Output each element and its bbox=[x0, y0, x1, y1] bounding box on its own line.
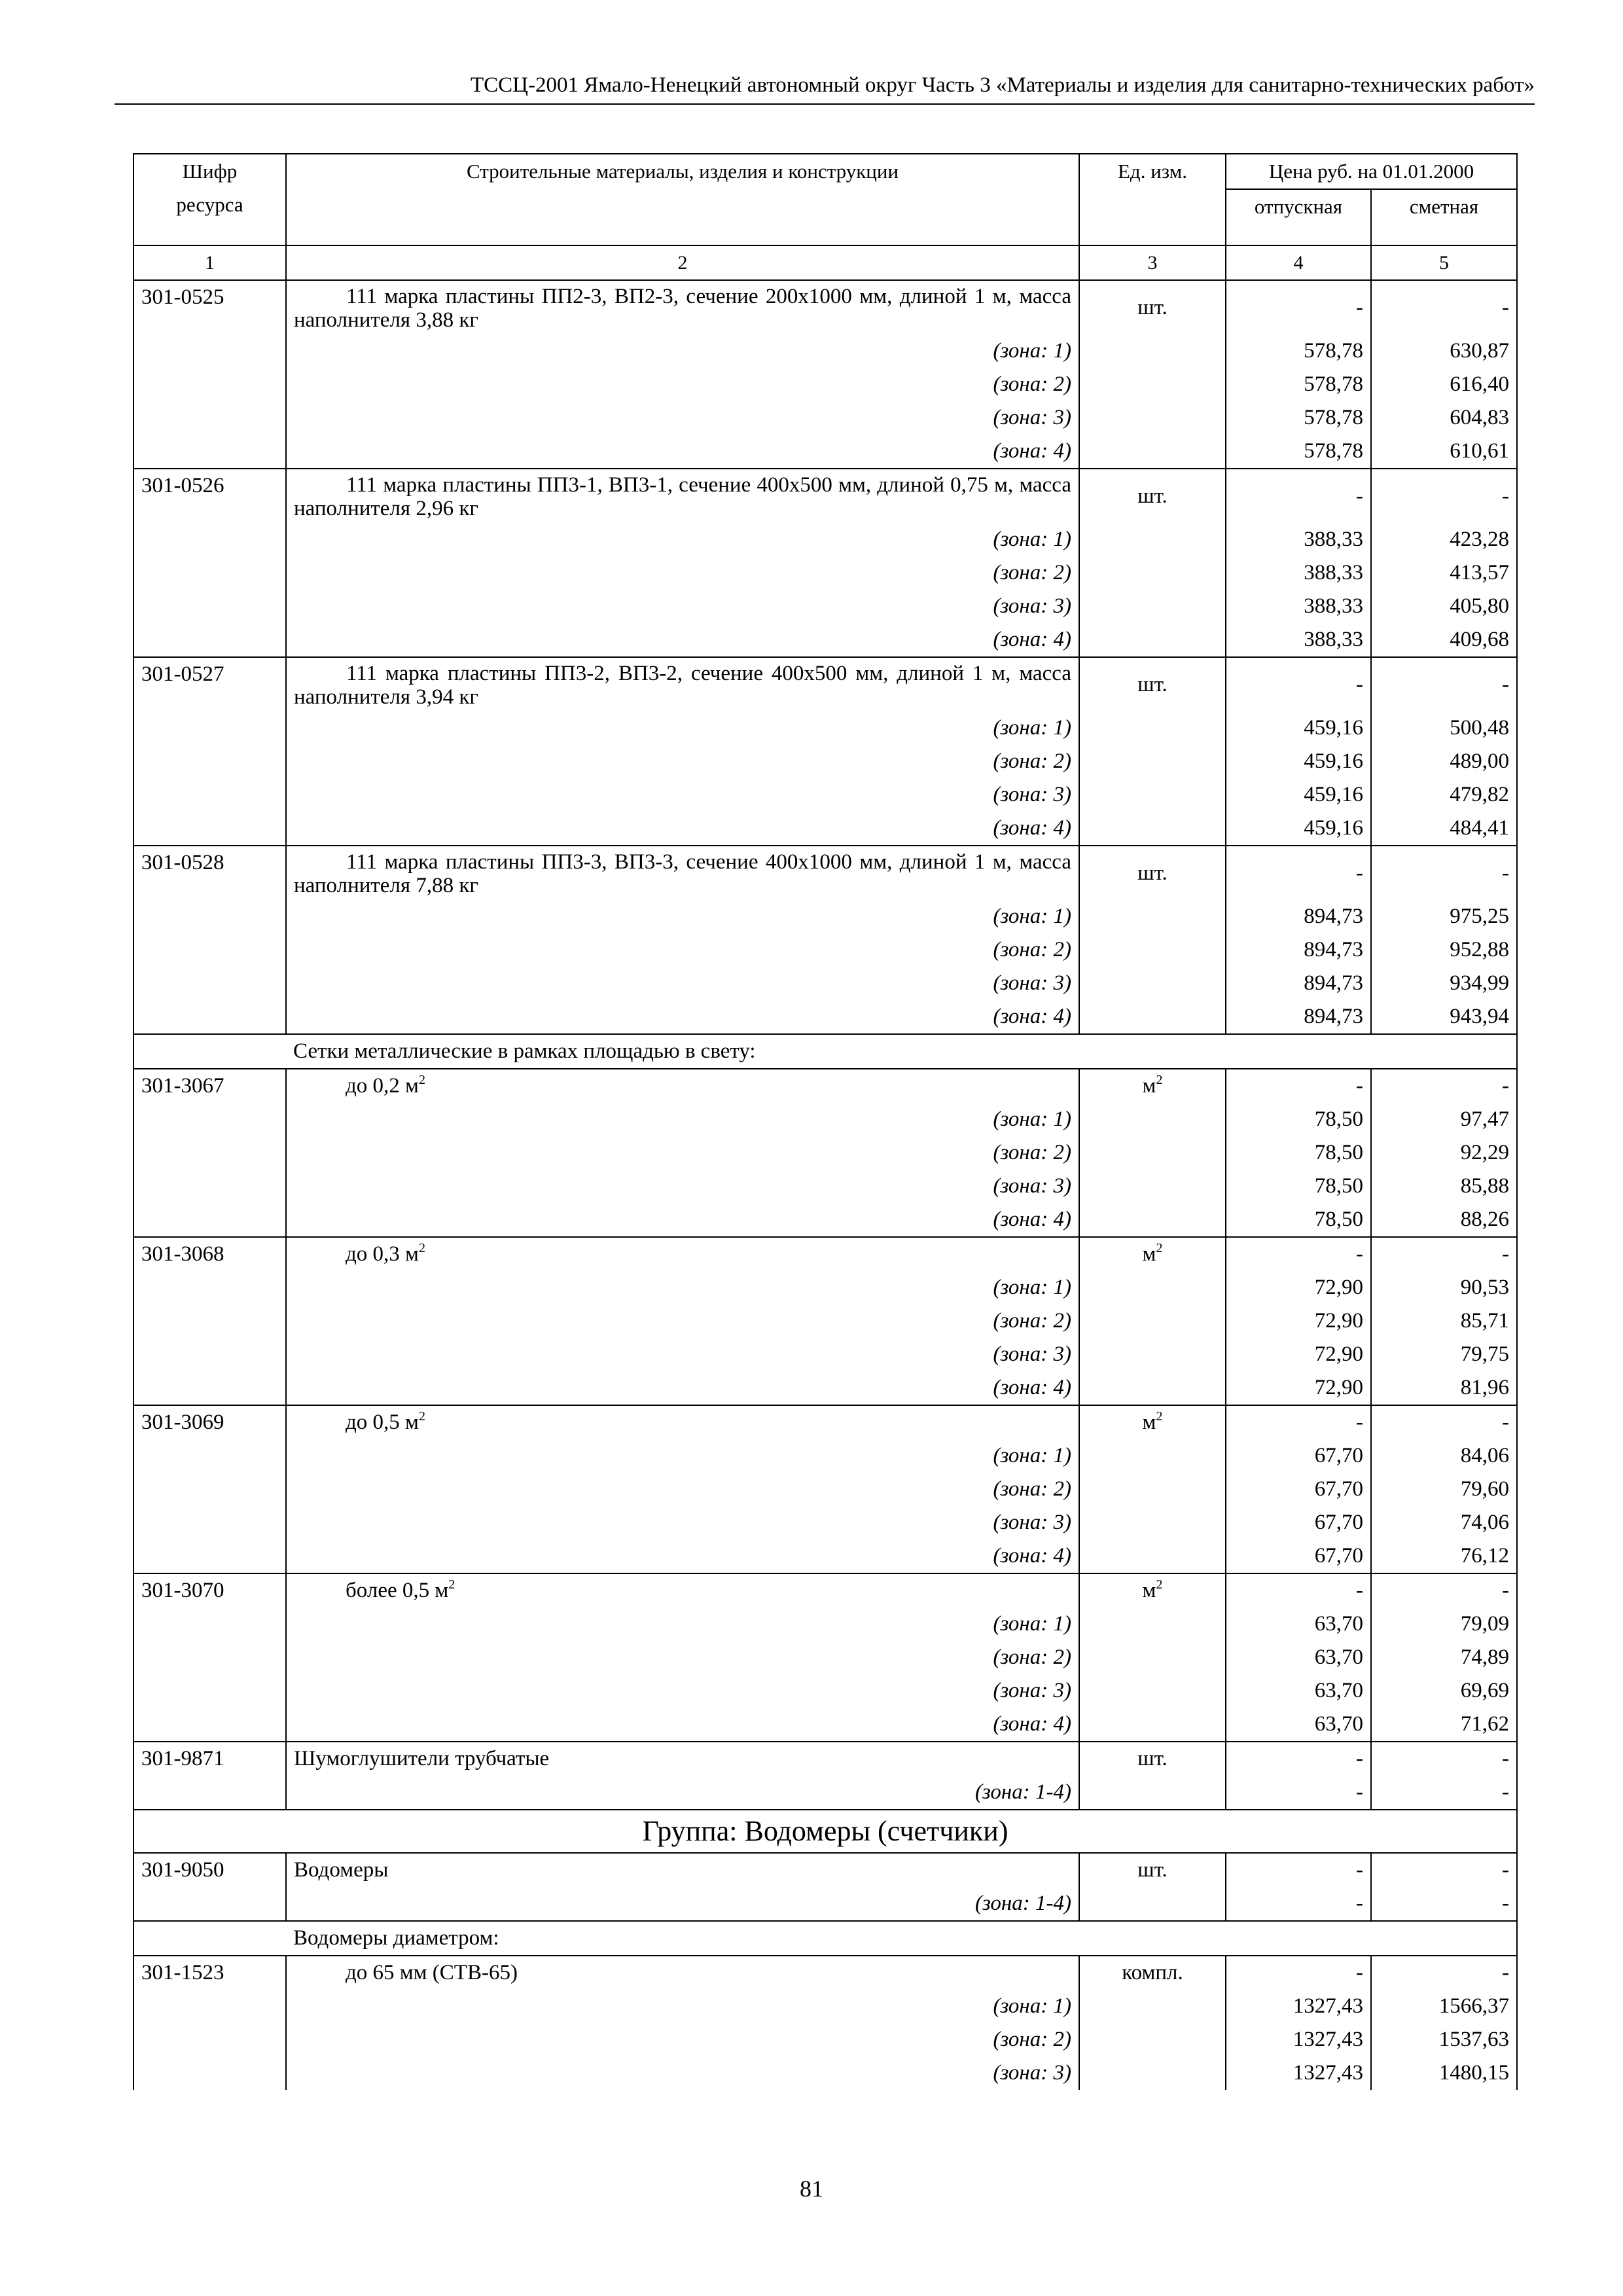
nets-heading: Сетки металлические в рамках площадью в свету: bbox=[286, 1034, 1517, 1069]
estimate-price: 413,57 bbox=[1371, 556, 1517, 590]
release-price: 459,16 bbox=[1226, 745, 1371, 778]
zone-row bbox=[134, 1506, 1517, 1539]
release-price: 63,70 bbox=[1226, 1674, 1371, 1708]
release-price: - bbox=[1226, 1887, 1371, 1921]
zone-row bbox=[134, 590, 1517, 623]
resource-name: 111 марка пластины ПП3-3, ВП3-3, сечение 400х1000 мм, длиной 1 м, масса наполнителя 7,88 кг bbox=[286, 846, 1079, 900]
estimate-price: 630,87 bbox=[1371, 334, 1517, 368]
zone-row bbox=[134, 1674, 1517, 1708]
zone-label: (зона: 3) bbox=[286, 1338, 1079, 1371]
estimate-price: - bbox=[1371, 846, 1517, 900]
header-rule bbox=[115, 103, 1535, 105]
resource-code: 301-0528 bbox=[134, 846, 286, 900]
zone-row bbox=[134, 778, 1517, 812]
release-price: - bbox=[1226, 1573, 1371, 1607]
zone-label: (зона: 1) bbox=[286, 1990, 1079, 2023]
estimate-price: 81,96 bbox=[1371, 1371, 1517, 1405]
running-header: ТССЦ-2001 Ямало-Ненецкий автономный округ Часть 3 «Материалы и изделия для санитарно-технических работ» bbox=[470, 73, 1535, 97]
zone-row bbox=[134, 967, 1517, 1000]
resource-name: 111 марка пластины ПП3-1, ВП3-1, сечение 400х500 мм, длиной 0,75 м, масса наполнителя 2,96 кг bbox=[286, 469, 1079, 523]
resource-code: 301-0527 bbox=[134, 657, 286, 711]
zone-label: (зона: 3) bbox=[286, 1674, 1079, 1708]
zone-label: (зона: 4) bbox=[286, 812, 1079, 846]
resource-name: 111 марка пластины ПП2-3, ВП2-3, сечение 200х1000 мм, длиной 1 м, масса наполнителя 3,88 кг bbox=[286, 280, 1079, 334]
table-row bbox=[134, 1956, 1517, 1990]
estimate-price: 952,88 bbox=[1371, 933, 1517, 967]
zone-label: (зона: 3) bbox=[286, 401, 1079, 435]
unit: $м^2$ bbox=[1079, 1405, 1226, 1439]
col-number: 2 bbox=[286, 245, 1079, 280]
zone-label: (зона: 4) bbox=[286, 1708, 1079, 1742]
resource-name: Шумоглушители трубчатые bbox=[286, 1742, 1079, 1776]
table-row bbox=[134, 1742, 1517, 1776]
zone-row bbox=[134, 523, 1517, 556]
release-price: 459,16 bbox=[1226, 778, 1371, 812]
zone-label: (зона: 2) bbox=[286, 1304, 1079, 1338]
zone-label: (зона: 1-4) bbox=[286, 1887, 1079, 1921]
release-price: - bbox=[1226, 1853, 1371, 1887]
price-table bbox=[133, 153, 1518, 2090]
estimate-price: 489,00 bbox=[1371, 745, 1517, 778]
release-price: 67,70 bbox=[1226, 1506, 1371, 1539]
resource-name: 111 марка пластины ПП3-2, ВП3-2, сечение 400х500 мм, длиной 1 м, масса наполнителя 3,94 кг bbox=[286, 657, 1079, 711]
zone-label: (зона: 3) bbox=[286, 590, 1079, 623]
resource-code: 301-9871 bbox=[134, 1742, 286, 1776]
estimate-price: - bbox=[1371, 469, 1517, 523]
zone-row bbox=[134, 1271, 1517, 1304]
estimate-price: 90,53 bbox=[1371, 1271, 1517, 1304]
release-price: 459,16 bbox=[1226, 812, 1371, 846]
zone-row bbox=[134, 1170, 1517, 1203]
estimate-price: 1566,37 bbox=[1371, 1990, 1517, 2023]
release-price: 72,90 bbox=[1226, 1271, 1371, 1304]
release-price: 78,50 bbox=[1226, 1103, 1371, 1136]
release-price: 67,70 bbox=[1226, 1473, 1371, 1506]
estimate-price: - bbox=[1371, 1405, 1517, 1439]
estimate-price: 1480,15 bbox=[1371, 2056, 1517, 2090]
resource-code: 301-0525 bbox=[134, 280, 286, 334]
resource-name: до 0,3 $м^2$ bbox=[286, 1237, 1079, 1271]
col-header-release: отпускная bbox=[1226, 189, 1371, 245]
release-price: 63,70 bbox=[1226, 1641, 1371, 1674]
release-price: - bbox=[1226, 1405, 1371, 1439]
estimate-price: 934,99 bbox=[1371, 967, 1517, 1000]
zone-label: (зона: 3) bbox=[286, 967, 1079, 1000]
zone-label: (зона: 4) bbox=[286, 623, 1079, 657]
subheading-row bbox=[134, 1034, 1517, 1069]
resource-code: 301-3068 bbox=[134, 1237, 286, 1271]
table-body bbox=[134, 280, 1517, 2090]
zone-row bbox=[134, 933, 1517, 967]
zone-row bbox=[134, 334, 1517, 368]
release-price: 78,50 bbox=[1226, 1203, 1371, 1237]
table-row bbox=[134, 280, 1517, 334]
subheading-row bbox=[134, 1921, 1517, 1956]
table-row bbox=[134, 469, 1517, 523]
zone-label: (зона: 1) bbox=[286, 334, 1079, 368]
zone-row bbox=[134, 556, 1517, 590]
col-number: 5 bbox=[1371, 245, 1517, 280]
estimate-price: 604,83 bbox=[1371, 401, 1517, 435]
release-price: 1327,43 bbox=[1226, 1990, 1371, 2023]
col-number: 3 bbox=[1079, 245, 1226, 280]
zone-row bbox=[134, 1473, 1517, 1506]
zone-label: (зона: 2) bbox=[286, 1136, 1079, 1170]
zone-label: (зона: 4) bbox=[286, 1203, 1079, 1237]
zone-label: (зона: 1) bbox=[286, 711, 1079, 745]
unit: $м^2$ bbox=[1079, 1237, 1226, 1271]
table-row bbox=[134, 1405, 1517, 1439]
estimate-price: - bbox=[1371, 1069, 1517, 1103]
unit: шт. bbox=[1079, 469, 1226, 523]
unit: шт. bbox=[1079, 1742, 1226, 1776]
unit: $м^2$ bbox=[1079, 1573, 1226, 1607]
release-price: 894,73 bbox=[1226, 1000, 1371, 1034]
resource-code: 301-3070 bbox=[134, 1573, 286, 1607]
col-header-unit: Ед. изм. bbox=[1079, 154, 1226, 245]
release-price: 67,70 bbox=[1226, 1539, 1371, 1573]
release-price: 78,50 bbox=[1226, 1136, 1371, 1170]
release-price: 894,73 bbox=[1226, 933, 1371, 967]
zone-label: (зона: 2) bbox=[286, 556, 1079, 590]
release-price: 67,70 bbox=[1226, 1439, 1371, 1473]
release-price: 72,90 bbox=[1226, 1371, 1371, 1405]
estimate-price: - bbox=[1371, 1956, 1517, 1990]
estimate-price: - bbox=[1371, 280, 1517, 334]
zone-row bbox=[134, 1990, 1517, 2023]
zone-label: (зона: 1-4) bbox=[286, 1776, 1079, 1810]
release-price: - bbox=[1226, 469, 1371, 523]
estimate-price: 97,47 bbox=[1371, 1103, 1517, 1136]
estimate-price: 76,12 bbox=[1371, 1539, 1517, 1573]
estimate-price: 85,71 bbox=[1371, 1304, 1517, 1338]
release-price: 72,90 bbox=[1226, 1338, 1371, 1371]
resource-code: 301-3069 bbox=[134, 1405, 286, 1439]
estimate-price: 409,68 bbox=[1371, 623, 1517, 657]
group-title: Группа: Водомеры (счетчики) bbox=[134, 1810, 1517, 1853]
estimate-price: 423,28 bbox=[1371, 523, 1517, 556]
zone-row bbox=[134, 812, 1517, 846]
estimate-price: 74,06 bbox=[1371, 1506, 1517, 1539]
zone-row bbox=[134, 1136, 1517, 1170]
zone-label: (зона: 3) bbox=[286, 778, 1079, 812]
release-price: 63,70 bbox=[1226, 1607, 1371, 1641]
zone-row bbox=[134, 435, 1517, 469]
zone-label: (зона: 4) bbox=[286, 1539, 1079, 1573]
estimate-price: 1537,63 bbox=[1371, 2023, 1517, 2056]
estimate-price: 85,88 bbox=[1371, 1170, 1517, 1203]
release-price: 578,78 bbox=[1226, 435, 1371, 469]
estimate-price: 84,06 bbox=[1371, 1439, 1517, 1473]
zone-label: (зона: 2) bbox=[286, 2023, 1079, 2056]
release-price: 388,33 bbox=[1226, 623, 1371, 657]
estimate-price: - bbox=[1371, 657, 1517, 711]
zone-label: (зона: 1) bbox=[286, 1439, 1079, 1473]
estimate-price: 943,94 bbox=[1371, 1000, 1517, 1034]
resource-name: до 0,5 $м^2$ bbox=[286, 1405, 1079, 1439]
diameter-heading: Водомеры диаметром: bbox=[286, 1921, 1517, 1956]
zone-label: (зона: 1) bbox=[286, 900, 1079, 933]
zone-row bbox=[134, 2056, 1517, 2090]
estimate-price: - bbox=[1371, 1853, 1517, 1887]
release-price: - bbox=[1226, 1956, 1371, 1990]
release-price: 459,16 bbox=[1226, 711, 1371, 745]
zone-row bbox=[134, 1439, 1517, 1473]
zone-label: (зона: 2) bbox=[286, 1641, 1079, 1674]
col-header-code: Шифр ресурса bbox=[134, 154, 286, 245]
zone-row bbox=[134, 1708, 1517, 1742]
estimate-price: 484,41 bbox=[1371, 812, 1517, 846]
estimate-price: 610,61 bbox=[1371, 435, 1517, 469]
release-price: - bbox=[1226, 280, 1371, 334]
resource-code: 301-9050 bbox=[134, 1853, 286, 1887]
zone-row bbox=[134, 1203, 1517, 1237]
release-price: 894,73 bbox=[1226, 967, 1371, 1000]
release-price: 1327,43 bbox=[1226, 2056, 1371, 2090]
unit: шт. bbox=[1079, 280, 1226, 334]
release-price: 72,90 bbox=[1226, 1304, 1371, 1338]
zone-row bbox=[134, 2023, 1517, 2056]
release-price: 1327,43 bbox=[1226, 2023, 1371, 2056]
estimate-price: - bbox=[1371, 1776, 1517, 1810]
zone-label: (зона: 1) bbox=[286, 1607, 1079, 1641]
estimate-price: 79,09 bbox=[1371, 1607, 1517, 1641]
table-row bbox=[134, 846, 1517, 900]
zone-label: (зона: 2) bbox=[286, 1473, 1079, 1506]
estimate-price: 405,80 bbox=[1371, 590, 1517, 623]
estimate-price: 479,82 bbox=[1371, 778, 1517, 812]
estimate-price: 69,69 bbox=[1371, 1674, 1517, 1708]
unit: шт. bbox=[1079, 657, 1226, 711]
zone-row bbox=[134, 711, 1517, 745]
table-row bbox=[134, 657, 1517, 711]
release-price: 388,33 bbox=[1226, 523, 1371, 556]
release-price: 388,33 bbox=[1226, 590, 1371, 623]
estimate-price: 71,62 bbox=[1371, 1708, 1517, 1742]
unit: шт. bbox=[1079, 1853, 1226, 1887]
resource-name: Водомеры bbox=[286, 1853, 1079, 1887]
zone-row bbox=[134, 1607, 1517, 1641]
table-row bbox=[134, 1573, 1517, 1607]
resource-name: более 0,5 $м^2$ bbox=[286, 1573, 1079, 1607]
estimate-price: 79,75 bbox=[1371, 1338, 1517, 1371]
zone-label: (зона: 1) bbox=[286, 1103, 1079, 1136]
estimate-price: - bbox=[1371, 1887, 1517, 1921]
estimate-price: 79,60 bbox=[1371, 1473, 1517, 1506]
estimate-price: - bbox=[1371, 1573, 1517, 1607]
zone-row bbox=[134, 401, 1517, 435]
unit: компл. bbox=[1079, 1956, 1226, 1990]
zone-label: (зона: 4) bbox=[286, 1000, 1079, 1034]
release-price: 388,33 bbox=[1226, 556, 1371, 590]
zone-label: (зона: 3) bbox=[286, 1170, 1079, 1203]
col-number: 4 bbox=[1226, 245, 1371, 280]
release-price: 578,78 bbox=[1226, 401, 1371, 435]
group-row bbox=[134, 1810, 1517, 1853]
zone-row bbox=[134, 1887, 1517, 1921]
page-number: 81 bbox=[800, 2176, 823, 2202]
zone-row bbox=[134, 745, 1517, 778]
release-price: 78,50 bbox=[1226, 1170, 1371, 1203]
release-price: 578,78 bbox=[1226, 368, 1371, 401]
unit: шт. bbox=[1079, 846, 1226, 900]
zone-label: (зона: 2) bbox=[286, 933, 1079, 967]
table-row bbox=[134, 1237, 1517, 1271]
zone-label: (зона: 4) bbox=[286, 435, 1079, 469]
estimate-price: 88,26 bbox=[1371, 1203, 1517, 1237]
release-price: - bbox=[1226, 846, 1371, 900]
zone-row bbox=[134, 368, 1517, 401]
resource-code: 301-0526 bbox=[134, 469, 286, 523]
zone-label: (зона: 3) bbox=[286, 1506, 1079, 1539]
table-row bbox=[134, 1853, 1517, 1887]
zone-label: (зона: 4) bbox=[286, 1371, 1079, 1405]
unit: $м^2$ bbox=[1079, 1069, 1226, 1103]
zone-label: (зона: 1) bbox=[286, 523, 1079, 556]
estimate-price: 975,25 bbox=[1371, 900, 1517, 933]
resource-code: 301-1523 bbox=[134, 1956, 286, 1990]
zone-label: (зона: 3) bbox=[286, 2056, 1079, 2090]
col-header-estimate: сметная bbox=[1371, 189, 1517, 245]
zone-row bbox=[134, 1641, 1517, 1674]
release-price: - bbox=[1226, 1742, 1371, 1776]
col-header-price: Цена руб. на 01.01.2000 bbox=[1226, 154, 1517, 189]
resource-code: 301-3067 bbox=[134, 1069, 286, 1103]
release-price: 578,78 bbox=[1226, 334, 1371, 368]
zone-row bbox=[134, 1539, 1517, 1573]
zone-row bbox=[134, 1103, 1517, 1136]
zone-row bbox=[134, 900, 1517, 933]
col-number: 1 bbox=[134, 245, 286, 280]
zone-label: (зона: 2) bbox=[286, 368, 1079, 401]
estimate-price: 74,89 bbox=[1371, 1641, 1517, 1674]
estimate-price: 500,48 bbox=[1371, 711, 1517, 745]
release-price: - bbox=[1226, 1776, 1371, 1810]
zone-row bbox=[134, 1371, 1517, 1405]
zone-label: (зона: 2) bbox=[286, 745, 1079, 778]
estimate-price: - bbox=[1371, 1237, 1517, 1271]
release-price: - bbox=[1226, 1237, 1371, 1271]
release-price: 894,73 bbox=[1226, 900, 1371, 933]
resource-name: до 65 мм (СТВ-65) bbox=[286, 1956, 1079, 1990]
estimate-price: 92,29 bbox=[1371, 1136, 1517, 1170]
resource-name: до 0,2 $м^2$ bbox=[286, 1069, 1079, 1103]
table-row bbox=[134, 1069, 1517, 1103]
release-price: - bbox=[1226, 657, 1371, 711]
zone-row bbox=[134, 1776, 1517, 1810]
col-header-name: Строительные материалы, изделия и конструкции bbox=[286, 154, 1079, 245]
release-price: - bbox=[1226, 1069, 1371, 1103]
estimate-price: 616,40 bbox=[1371, 368, 1517, 401]
zone-label: (зона: 1) bbox=[286, 1271, 1079, 1304]
zone-row bbox=[134, 1000, 1517, 1034]
release-price: 63,70 bbox=[1226, 1708, 1371, 1742]
zone-row bbox=[134, 1338, 1517, 1371]
estimate-price: - bbox=[1371, 1742, 1517, 1776]
zone-row bbox=[134, 623, 1517, 657]
zone-row bbox=[134, 1304, 1517, 1338]
